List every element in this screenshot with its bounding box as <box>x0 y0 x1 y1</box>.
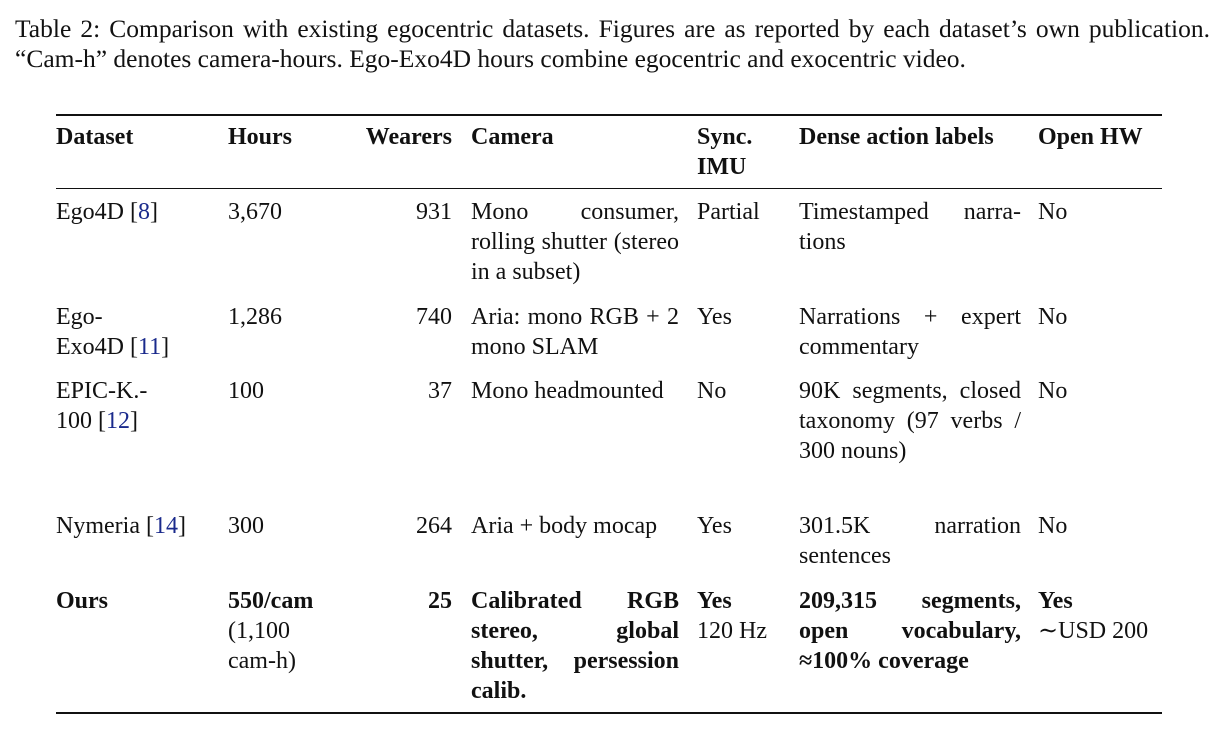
row-ego4d-open-hw: No <box>1038 199 1068 225</box>
header-dense-action-labels: Dense action labels <box>799 124 994 150</box>
row-nymeria-hours: 300 <box>228 513 264 539</box>
row-ours-imu <box>697 586 787 646</box>
ours-hw-value: Yes <box>1038 588 1073 614</box>
citation-link[interactable]: 12 <box>106 408 130 434</box>
dataset-name: Nymeria <box>56 513 140 539</box>
row-egoexo4d-open-hw: No <box>1038 304 1068 330</box>
row-egoexo4d-wearers: 740 <box>416 304 452 330</box>
ours-imu-value: Yes <box>697 588 732 614</box>
row-egoexo4d-imu: Yes <box>697 304 732 330</box>
row-epic-dataset: EPIC-K.- 100 [12] <box>56 378 148 434</box>
header-open-hw: Open HW <box>1038 124 1143 150</box>
row-epic-open-hw: No <box>1038 378 1068 404</box>
header-rule <box>56 188 1162 189</box>
row-ours-open-hw <box>1038 586 1168 646</box>
table-caption: Table 2: Comparison with existing egocentric datasets. Figures are as reported by each dataset’s own publication. “Cam-h” denotes camera-hours. Ego-Exo4D hours combine egocentric and exocentric video. <box>15 14 1210 73</box>
row-egoexo4d-labels: Narrations + expert commentary <box>799 304 1021 360</box>
row-epic-labels: 90K segments, closed taxonomy (97 verbs / 300 nouns) <box>799 378 1021 464</box>
dataset-name: Ego4D <box>56 199 124 225</box>
row-egoexo4d-camera: Aria: mono RGB + 2 mono SLAM <box>471 304 679 360</box>
dataset-name: Exo4D <box>56 334 124 360</box>
ours-hours-value: 550/cam <box>228 588 314 614</box>
row-nymeria-open-hw: No <box>1038 513 1068 539</box>
row-ego4d-dataset: Ego4D [8] <box>56 199 158 225</box>
row-ours-hours <box>228 586 333 676</box>
ours-imu-rate: 120 Hz <box>697 618 767 644</box>
header-dataset: Dataset <box>56 124 134 150</box>
row-egoexo4d-hours: 1,286 <box>228 304 282 330</box>
row-ours-labels: 209,315 segments, open vocabulary, ≈100% coverage <box>799 588 1021 674</box>
row-egoexo4d-dataset: Ego- Exo4D [11] <box>56 304 170 360</box>
row-epic-imu: No <box>697 378 727 404</box>
row-nymeria-labels: 301.5K narration sentences <box>799 513 1021 569</box>
row-nymeria-camera: Aria + body mocap <box>471 513 658 539</box>
row-ego4d-imu: Partial <box>697 199 760 225</box>
header-sync-imu-line2: IMU <box>697 154 747 180</box>
row-ours-dataset: Ours <box>56 588 109 614</box>
header-camera: Camera <box>471 124 554 150</box>
row-epic-wearers: 37 <box>428 378 452 404</box>
ours-hours-note: (1,100 cam-h) <box>228 618 296 674</box>
row-nymeria-imu: Yes <box>697 513 732 539</box>
row-nymeria-dataset: Nymeria [14] <box>56 513 186 539</box>
citation-link[interactable]: 8 <box>138 199 150 225</box>
row-ours-camera: Calibrated RGB stereo, global shutter, persession calib. <box>471 588 679 704</box>
header-hours: Hours <box>228 124 293 150</box>
row-ego4d-hours: 3,670 <box>228 199 282 225</box>
header-wearers: Wearers <box>365 124 452 150</box>
header-sync-imu-line1: Sync. <box>697 124 753 150</box>
row-nymeria-wearers: 264 <box>416 513 452 539</box>
row-ego4d-camera: Mono consumer, rolling shutter (stereo in a subset) <box>471 199 679 285</box>
row-epic-camera: Mono headmounted <box>471 378 664 404</box>
row-ego4d-wearers: 931 <box>416 199 452 225</box>
header-sync-imu <box>697 122 787 182</box>
citation-link[interactable]: 14 <box>153 513 178 539</box>
top-rule <box>56 114 1162 116</box>
citation-link[interactable]: 11 <box>138 334 162 360</box>
row-ego4d-labels: Timestamped narrations <box>799 199 1021 255</box>
row-epic-hours: 100 <box>228 378 264 404</box>
ours-hw-cost: ∼USD 200 <box>1038 618 1149 644</box>
row-ours-wearers: 25 <box>428 588 452 614</box>
bottom-rule <box>56 712 1162 714</box>
